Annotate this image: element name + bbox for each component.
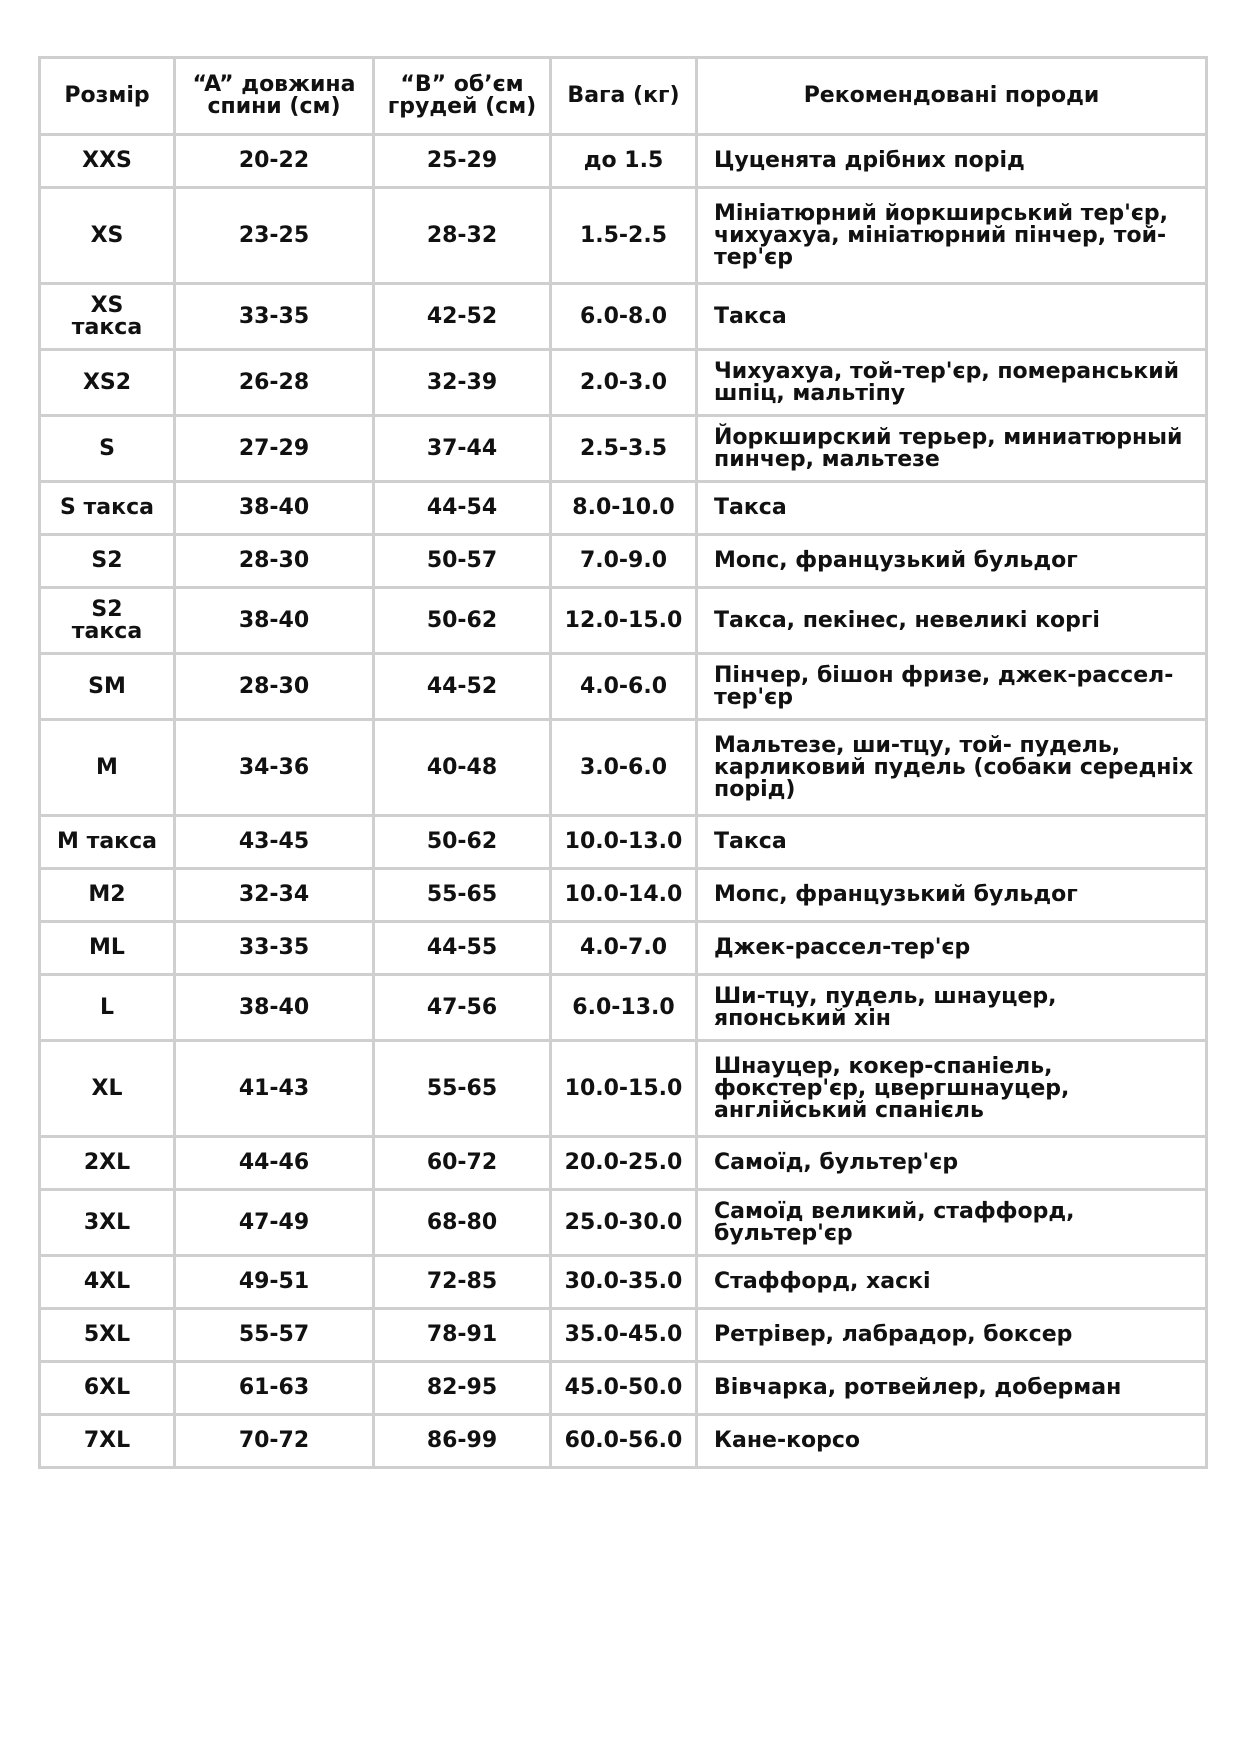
cell-weight: до 1.5 xyxy=(551,135,697,188)
table-row xyxy=(40,654,1207,720)
cell-back: 38-40 xyxy=(175,482,374,535)
cell-weight: 4.0-7.0 xyxy=(551,922,697,975)
cell-breeds: Ши-тцу, пудель, шнауцер, японський хін xyxy=(697,975,1207,1041)
cell-size: 4XL xyxy=(40,1256,175,1309)
cell-breeds: Кане-корсо xyxy=(697,1415,1207,1468)
cell-weight: 35.0-45.0 xyxy=(551,1309,697,1362)
cell-breeds: Такса xyxy=(697,816,1207,869)
cell-chest: 82-95 xyxy=(374,1362,551,1415)
table-row xyxy=(40,1309,1207,1362)
table-row xyxy=(40,284,1207,350)
cell-chest: 44-52 xyxy=(374,654,551,720)
table-row xyxy=(40,482,1207,535)
cell-size: L xyxy=(40,975,175,1041)
cell-size: XXS xyxy=(40,135,175,188)
cell-chest: 50-62 xyxy=(374,816,551,869)
table-row xyxy=(40,1190,1207,1256)
table-row xyxy=(40,135,1207,188)
cell-breeds: Йоркширский терьер, миниатюрный пинчер, мальтезе xyxy=(697,416,1207,482)
cell-size: XS2 xyxy=(40,350,175,416)
cell-weight: 10.0-15.0 xyxy=(551,1041,697,1137)
cell-chest: 44-54 xyxy=(374,482,551,535)
cell-breeds: Мальтезе, ши-тцу, той- пудель, карликовий пудель (собаки середніх порід) xyxy=(697,720,1207,816)
cell-back: 23-25 xyxy=(175,188,374,284)
table-row xyxy=(40,816,1207,869)
size-table xyxy=(38,56,1208,1469)
cell-weight: 60.0-56.0 xyxy=(551,1415,697,1468)
header-size: Розмір xyxy=(40,58,175,135)
cell-chest: 55-65 xyxy=(374,1041,551,1137)
cell-size: M xyxy=(40,720,175,816)
cell-breeds: Цуценята дрібних порід xyxy=(697,135,1207,188)
cell-back: 32-34 xyxy=(175,869,374,922)
cell-breeds: Чихуахуа, той-тер'єр, померанський шпіц, мальтіпу xyxy=(697,350,1207,416)
cell-back: 20-22 xyxy=(175,135,374,188)
cell-chest: 44-55 xyxy=(374,922,551,975)
cell-breeds: Ретрівер, лабрадор, боксер xyxy=(697,1309,1207,1362)
table-row xyxy=(40,1137,1207,1190)
cell-back: 43-45 xyxy=(175,816,374,869)
cell-weight: 2.0-3.0 xyxy=(551,350,697,416)
header-weight: Вага (кг) xyxy=(551,58,697,135)
cell-breeds: Шнауцер, кокер-спаніель, фокстер'єр, цвергшнауцер, англійський спанієль xyxy=(697,1041,1207,1137)
cell-back: 47-49 xyxy=(175,1190,374,1256)
cell-breeds: Такса xyxy=(697,482,1207,535)
table-row xyxy=(40,535,1207,588)
cell-weight: 7.0-9.0 xyxy=(551,535,697,588)
cell-chest: 60-72 xyxy=(374,1137,551,1190)
cell-back: 28-30 xyxy=(175,654,374,720)
table-row xyxy=(40,1415,1207,1468)
cell-chest: 42-52 xyxy=(374,284,551,350)
cell-chest: 68-80 xyxy=(374,1190,551,1256)
cell-chest: 32-39 xyxy=(374,350,551,416)
cell-chest: 55-65 xyxy=(374,869,551,922)
cell-back: 41-43 xyxy=(175,1041,374,1137)
cell-breeds: Самоїд, бультер'єр xyxy=(697,1137,1207,1190)
cell-weight: 3.0-6.0 xyxy=(551,720,697,816)
cell-weight: 10.0-14.0 xyxy=(551,869,697,922)
cell-back: 49-51 xyxy=(175,1256,374,1309)
cell-back: 55-57 xyxy=(175,1309,374,1362)
cell-breeds: Стаффорд, хаскі xyxy=(697,1256,1207,1309)
cell-chest: 28-32 xyxy=(374,188,551,284)
cell-chest: 25-29 xyxy=(374,135,551,188)
cell-weight: 2.5-3.5 xyxy=(551,416,697,482)
cell-back: 26-28 xyxy=(175,350,374,416)
cell-size: S xyxy=(40,416,175,482)
cell-size: XL xyxy=(40,1041,175,1137)
cell-back: 33-35 xyxy=(175,922,374,975)
table-row xyxy=(40,869,1207,922)
header-breeds: Рекомендовані породи xyxy=(697,58,1207,135)
header-row xyxy=(40,58,1207,135)
cell-size: S2 такса xyxy=(40,588,175,654)
cell-weight: 10.0-13.0 xyxy=(551,816,697,869)
cell-breeds: Вівчарка, ротвейлер, доберман xyxy=(697,1362,1207,1415)
table-row xyxy=(40,975,1207,1041)
table-row xyxy=(40,1041,1207,1137)
size-chart-sheet xyxy=(38,56,1205,1469)
cell-weight: 25.0-30.0 xyxy=(551,1190,697,1256)
cell-weight: 45.0-50.0 xyxy=(551,1362,697,1415)
cell-weight: 8.0-10.0 xyxy=(551,482,697,535)
table-row xyxy=(40,1362,1207,1415)
cell-breeds: Мопс, французький бульдог xyxy=(697,535,1207,588)
cell-weight: 6.0-13.0 xyxy=(551,975,697,1041)
cell-back: 38-40 xyxy=(175,975,374,1041)
table-row xyxy=(40,416,1207,482)
cell-size: ML xyxy=(40,922,175,975)
header-chest-girth: “B” об’єм грудей (см) xyxy=(374,58,551,135)
cell-chest: 50-57 xyxy=(374,535,551,588)
cell-size: 5XL xyxy=(40,1309,175,1362)
table-row xyxy=(40,188,1207,284)
table-row xyxy=(40,720,1207,816)
cell-size: M такса xyxy=(40,816,175,869)
cell-chest: 86-99 xyxy=(374,1415,551,1468)
cell-weight: 4.0-6.0 xyxy=(551,654,697,720)
cell-weight: 30.0-35.0 xyxy=(551,1256,697,1309)
cell-back: 44-46 xyxy=(175,1137,374,1190)
cell-weight: 12.0-15.0 xyxy=(551,588,697,654)
cell-size: 2XL xyxy=(40,1137,175,1190)
cell-chest: 47-56 xyxy=(374,975,551,1041)
cell-back: 34-36 xyxy=(175,720,374,816)
cell-size: M2 xyxy=(40,869,175,922)
table-row xyxy=(40,1256,1207,1309)
cell-size: 3XL xyxy=(40,1190,175,1256)
cell-chest: 78-91 xyxy=(374,1309,551,1362)
cell-size: 7XL xyxy=(40,1415,175,1468)
cell-back: 61-63 xyxy=(175,1362,374,1415)
cell-breeds: Самоїд великий, стаффорд, бультер'єр xyxy=(697,1190,1207,1256)
cell-weight: 1.5-2.5 xyxy=(551,188,697,284)
cell-weight: 6.0-8.0 xyxy=(551,284,697,350)
cell-breeds: Такса, пекінес, невеликі коргі xyxy=(697,588,1207,654)
cell-back: 38-40 xyxy=(175,588,374,654)
cell-breeds: Мопс, французький бульдог xyxy=(697,869,1207,922)
cell-chest: 50-62 xyxy=(374,588,551,654)
cell-back: 33-35 xyxy=(175,284,374,350)
cell-size: SM xyxy=(40,654,175,720)
cell-weight: 20.0-25.0 xyxy=(551,1137,697,1190)
cell-breeds: Такса xyxy=(697,284,1207,350)
cell-chest: 72-85 xyxy=(374,1256,551,1309)
cell-chest: 37-44 xyxy=(374,416,551,482)
cell-size: 6XL xyxy=(40,1362,175,1415)
cell-breeds: Джек-рассел-тер'єр xyxy=(697,922,1207,975)
table-row xyxy=(40,922,1207,975)
cell-chest: 40-48 xyxy=(374,720,551,816)
cell-breeds: Пінчер, бішон фризе, джек-рассел-тер'єр xyxy=(697,654,1207,720)
cell-size: S такса xyxy=(40,482,175,535)
table-row xyxy=(40,588,1207,654)
cell-back: 28-30 xyxy=(175,535,374,588)
cell-back: 70-72 xyxy=(175,1415,374,1468)
cell-size: S2 xyxy=(40,535,175,588)
cell-breeds: Мініатюрний йоркширський тер'єр, чихуахуа, мініатюрний пінчер, той-тер'єр xyxy=(697,188,1207,284)
header-back-length: “A” довжина спини (см) xyxy=(175,58,374,135)
cell-size: XS такса xyxy=(40,284,175,350)
cell-size: XS xyxy=(40,188,175,284)
table-row xyxy=(40,350,1207,416)
cell-back: 27-29 xyxy=(175,416,374,482)
